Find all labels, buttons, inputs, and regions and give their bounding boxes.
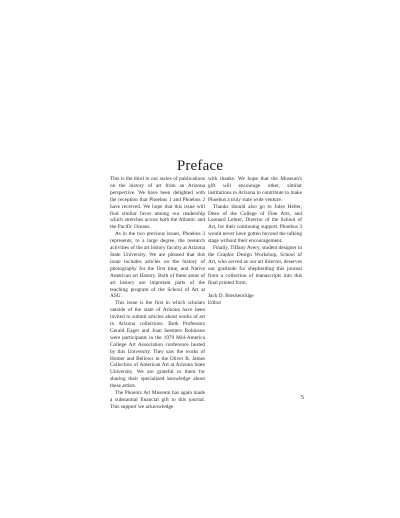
paragraph: with thanks. We hope that the Museum's gift will encourage other, similar institutions in Arizona to contribute to make Phoebus a truly state wide venture. xyxy=(208,176,302,203)
page-title: Preface xyxy=(176,158,224,174)
paragraph: This issue is the first in which scholars outside of the state of Arizona have been invited to submit articles about works of art in Arizona collections. Both Professors Gerald Eager and Joan Seemers Robinson were participants in the 1979 Mid-America College Art Association conference hosted by this University. They saw the works of Homer and Bellows in the Oliver B. James Collection of American Art at Arizona State University. We are grateful to them for sharing their specialized knowledge about these artists. xyxy=(110,300,205,390)
paragraph: Finally, Tiffany Avery, student designer in the Graphic Design Workshop, School of Art, who served as our art director, deserves our gratitude for shepherding this journal from a collection of manuscripts into this final printed form. xyxy=(208,245,303,286)
paragraph: The Phoenix Art Museum has again made a substantial financial gift to this journal. This support we acknowledge xyxy=(110,390,205,410)
text-column-left xyxy=(110,176,205,411)
signature xyxy=(208,293,302,307)
page-number: 5 xyxy=(300,394,304,401)
paragraph: Thanks should also go to Jules Heller, Dean of the College of Fine Arts, and Leonard Lehrer, Director of the School of Art, for their continuing support. Phoebus 3 would never have gotten beyond the talking stage without their encouragement. xyxy=(208,203,302,245)
text-column-right xyxy=(208,176,302,307)
signature-role: Editor xyxy=(208,300,222,307)
paragraph: This is the third in our series of publications on the history of art from an Arizona perspective. We have been delighted with the reception that Phoebus 1 and Phoebus 2 have received. We hope that this issue will find similar favor among our readership which stretches across both the Atlantic and the Pacific Oceans. xyxy=(110,176,205,231)
paragraph: As in the two previous issues, Phoebus 3 represents, to a large degree, the research activities of the art history faculty at Arizona State University. We are pleased that this issue includes articles on the history of photography for the first time, and Native American art History. Both of these areas of art history are important parts of the teaching program of the School of Art at ASU. xyxy=(110,231,205,300)
signature-name: Jack D. Breckenridge xyxy=(208,293,254,300)
